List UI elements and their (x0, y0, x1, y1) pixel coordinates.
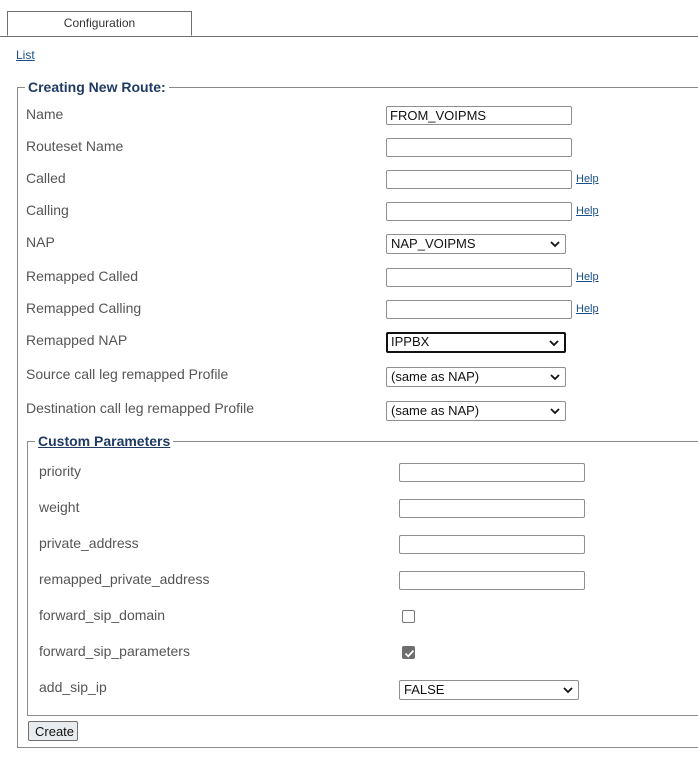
forward-sip-parameters-label: forward_sip_parameters (39, 643, 190, 659)
remapped-calling-help-link[interactable]: Help (576, 303, 599, 315)
priority-input[interactable] (399, 463, 585, 482)
remapped-called-help-link[interactable]: Help (576, 271, 599, 283)
calling-input[interactable] (386, 202, 572, 221)
name-label: Name (26, 106, 64, 122)
nap-select[interactable] (386, 234, 566, 254)
tab-bar-line (0, 36, 698, 37)
add-sip-ip-select[interactable] (399, 680, 579, 700)
calling-help-link[interactable]: Help (576, 205, 599, 217)
source-profile-select[interactable] (386, 367, 566, 387)
remapped-called-label: Remapped Called (26, 268, 139, 284)
list-link[interactable]: List (16, 48, 35, 62)
chevron-down-icon (562, 684, 574, 696)
source-profile-select-value: (same as NAP) (391, 369, 480, 384)
called-input[interactable] (386, 170, 572, 189)
weight-label: weight (39, 499, 80, 515)
add-sip-ip-select-value: FALSE (404, 682, 445, 697)
chevron-down-icon (549, 371, 561, 383)
destination-profile-select[interactable] (386, 401, 566, 421)
weight-input[interactable] (399, 499, 585, 518)
remapped-called-input[interactable] (386, 268, 572, 287)
remapped-private-address-label: remapped_private_address (39, 571, 210, 587)
destination-profile-label: Destination call leg remapped Profile (26, 400, 255, 416)
called-help-link[interactable]: Help (576, 173, 599, 185)
private-address-input[interactable] (399, 535, 585, 554)
forward-sip-domain-label: forward_sip_domain (39, 607, 166, 623)
create-button[interactable]: Create (28, 721, 78, 741)
private-address-label: private_address (39, 535, 139, 551)
tab-configuration[interactable]: Configuration (7, 11, 192, 36)
chevron-down-icon (549, 405, 561, 417)
routeset-name-label: Routeset Name (26, 138, 124, 154)
routeset-name-input[interactable] (386, 138, 572, 157)
remapped-nap-label: Remapped NAP (26, 332, 128, 348)
add-sip-ip-label: add_sip_ip (39, 679, 107, 695)
forward-sip-domain-checkbox[interactable] (402, 610, 415, 623)
chevron-down-icon (548, 337, 560, 349)
remapped-nap-select-value: IPPBX (391, 334, 430, 349)
called-label: Called (26, 170, 66, 186)
nap-label: NAP (26, 234, 55, 250)
remapped-private-address-input[interactable] (399, 571, 585, 590)
priority-label: priority (39, 463, 82, 479)
nap-select-value: NAP_VOIPMS (391, 236, 476, 251)
source-profile-label: Source call leg remapped Profile (26, 366, 229, 382)
forward-sip-parameters-checkbox[interactable] (402, 646, 415, 659)
route-form-legend: Creating New Route: (25, 79, 169, 95)
destination-profile-select-value: (same as NAP) (391, 403, 480, 418)
chevron-down-icon (549, 238, 561, 250)
remapped-calling-input[interactable] (386, 300, 572, 319)
custom-parameters-legend[interactable]: Custom Parameters (35, 433, 173, 449)
remapped-calling-label: Remapped Calling (26, 300, 142, 316)
calling-label: Calling (26, 202, 69, 218)
remapped-nap-select[interactable] (386, 332, 566, 353)
name-input[interactable]: FROM_VOIPMS (386, 106, 572, 125)
checkmark-icon (403, 647, 416, 660)
